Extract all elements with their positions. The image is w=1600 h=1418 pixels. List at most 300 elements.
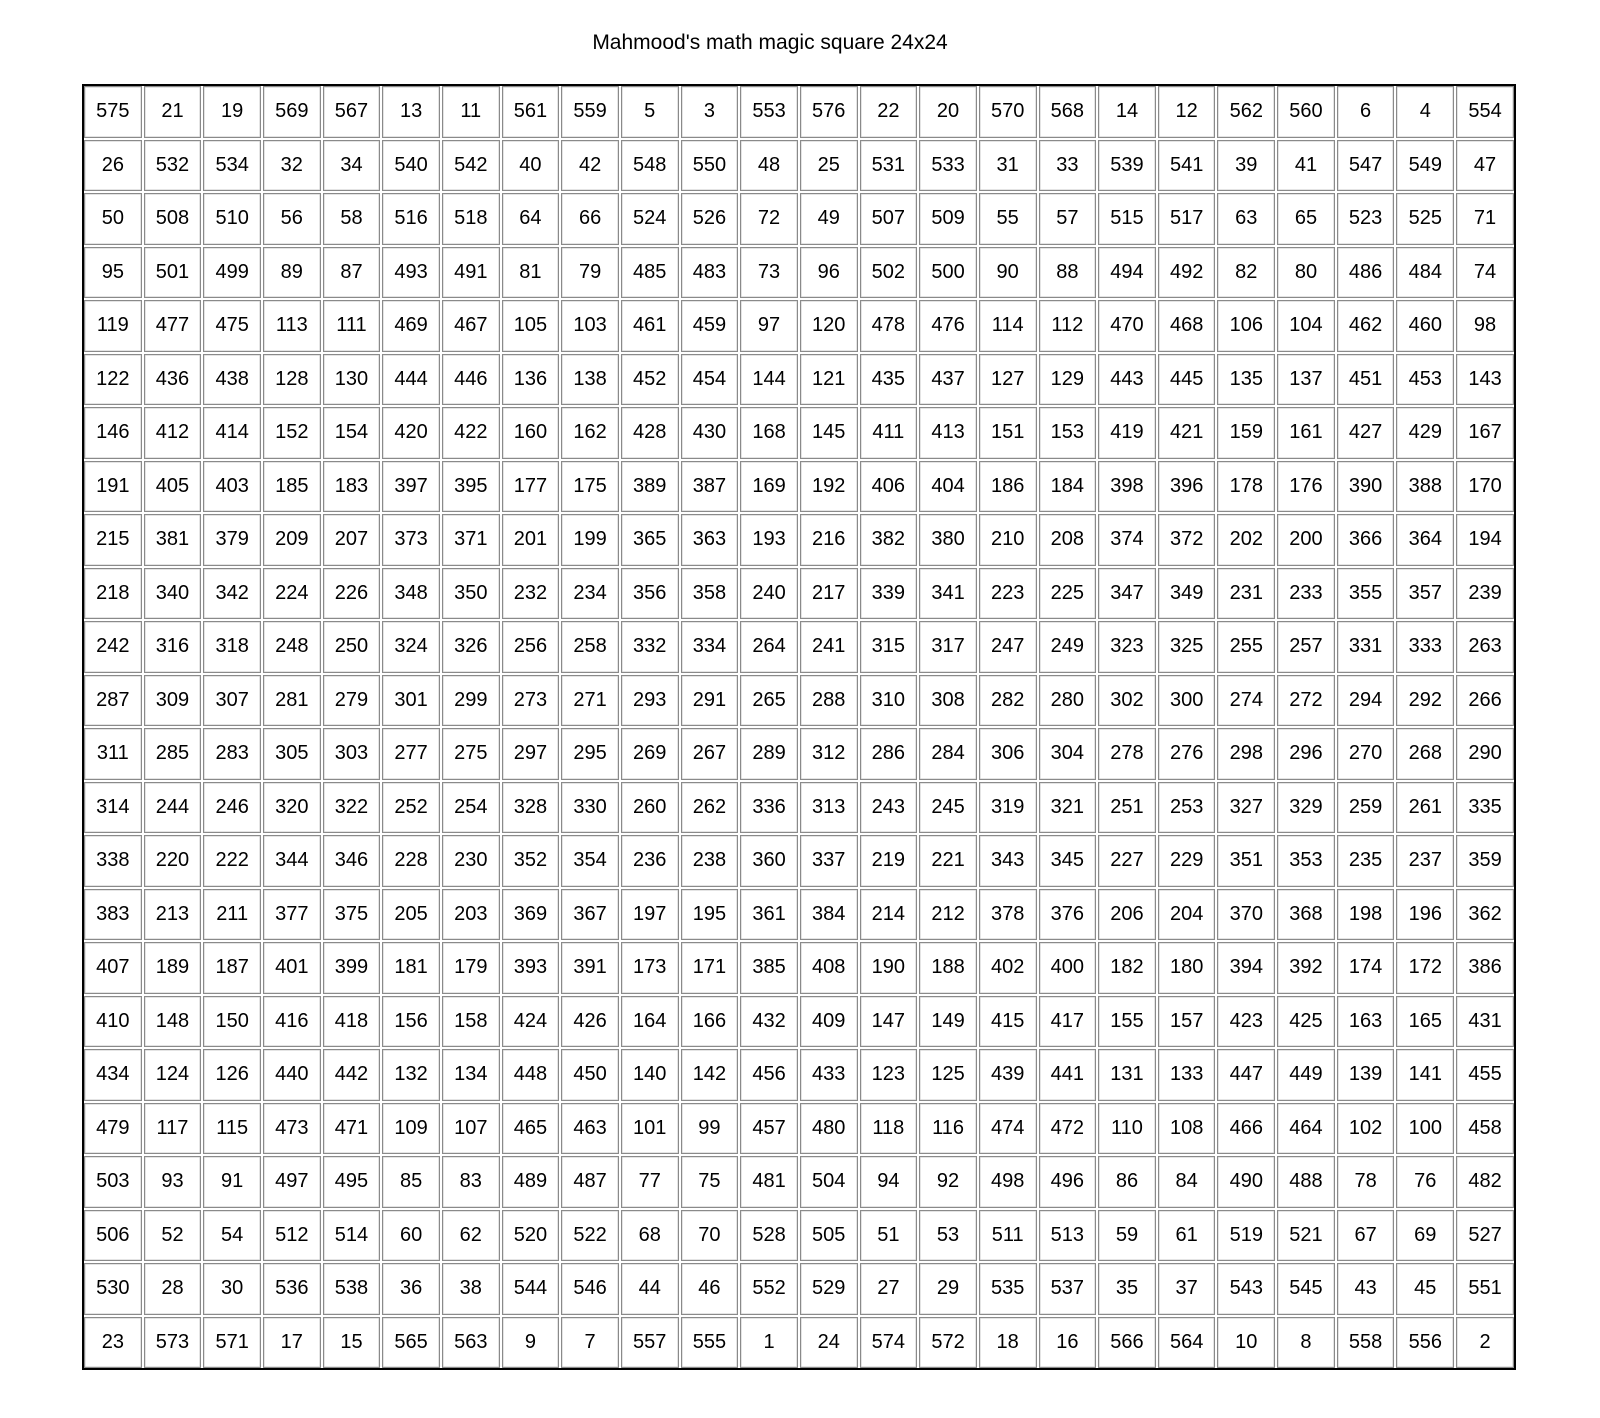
table-cell: 155 xyxy=(1098,996,1156,1048)
table-cell: 182 xyxy=(1098,942,1156,994)
table-cell: 431 xyxy=(1456,996,1514,1048)
table-cell: 290 xyxy=(1456,728,1514,780)
table-cell: 520 xyxy=(502,1210,560,1262)
table-cell: 547 xyxy=(1337,140,1395,192)
table-cell: 39 xyxy=(1217,140,1275,192)
table-cell: 307 xyxy=(203,675,261,727)
table-cell: 43 xyxy=(1337,1263,1395,1315)
table-cell: 432 xyxy=(740,996,798,1048)
table-cell: 122 xyxy=(84,354,142,406)
table-cell: 349 xyxy=(1158,568,1216,620)
table-cell: 205 xyxy=(382,889,440,941)
table-cell: 423 xyxy=(1217,996,1275,1048)
table-cell: 46 xyxy=(681,1263,739,1315)
table-cell: 497 xyxy=(263,1156,321,1208)
table-cell: 455 xyxy=(1456,1049,1514,1101)
table-cell: 2 xyxy=(1456,1317,1514,1369)
table-cell: 95 xyxy=(84,247,142,299)
table-cell: 160 xyxy=(502,407,560,459)
table-cell: 429 xyxy=(1396,407,1454,459)
table-cell: 549 xyxy=(1396,140,1454,192)
table-cell: 192 xyxy=(800,461,858,513)
table-cell: 243 xyxy=(860,782,918,834)
table-cell: 499 xyxy=(203,247,261,299)
table-cell: 30 xyxy=(203,1263,261,1315)
table-cell: 134 xyxy=(442,1049,500,1101)
table-cell: 311 xyxy=(84,728,142,780)
table-cell: 178 xyxy=(1217,461,1275,513)
table-cell: 206 xyxy=(1098,889,1156,941)
table-cell: 221 xyxy=(919,835,977,887)
table-cell: 522 xyxy=(561,1210,619,1262)
table-cell: 445 xyxy=(1158,354,1216,406)
table-cell: 504 xyxy=(800,1156,858,1208)
table-cell: 456 xyxy=(740,1049,798,1101)
table-cell: 356 xyxy=(621,568,679,620)
table-cell: 175 xyxy=(561,461,619,513)
table-cell: 1 xyxy=(740,1317,798,1369)
table-cell: 419 xyxy=(1098,407,1156,459)
table-cell: 296 xyxy=(1277,728,1335,780)
table-cell: 510 xyxy=(203,193,261,245)
table-cell: 404 xyxy=(919,461,977,513)
table-cell: 5 xyxy=(621,86,679,138)
table-cell: 27 xyxy=(860,1263,918,1315)
table-cell: 18 xyxy=(979,1317,1037,1369)
table-cell: 341 xyxy=(919,568,977,620)
table-cell: 145 xyxy=(800,407,858,459)
table-cell: 128 xyxy=(263,354,321,406)
table-cell: 40 xyxy=(502,140,560,192)
table-cell: 489 xyxy=(502,1156,560,1208)
table-row xyxy=(84,461,1514,513)
table-cell: 397 xyxy=(382,461,440,513)
table-cell: 466 xyxy=(1217,1103,1275,1155)
table-cell: 313 xyxy=(800,782,858,834)
table-cell: 502 xyxy=(860,247,918,299)
table-cell: 308 xyxy=(919,675,977,727)
table-cell: 123 xyxy=(860,1049,918,1101)
table-cell: 266 xyxy=(1456,675,1514,727)
table-cell: 242 xyxy=(84,621,142,673)
table-cell: 60 xyxy=(382,1210,440,1262)
table-cell: 380 xyxy=(919,514,977,566)
table-cell: 533 xyxy=(919,140,977,192)
table-cell: 16 xyxy=(1039,1317,1097,1369)
table-cell: 212 xyxy=(919,889,977,941)
table-cell: 35 xyxy=(1098,1263,1156,1315)
table-cell: 51 xyxy=(860,1210,918,1262)
table-cell: 20 xyxy=(919,86,977,138)
table-cell: 147 xyxy=(860,996,918,1048)
table-cell: 503 xyxy=(84,1156,142,1208)
table-cell: 428 xyxy=(621,407,679,459)
table-cell: 343 xyxy=(979,835,1037,887)
table-cell: 138 xyxy=(561,354,619,406)
table-cell: 377 xyxy=(263,889,321,941)
table-cell: 322 xyxy=(323,782,381,834)
table-cell: 475 xyxy=(203,300,261,352)
table-cell: 457 xyxy=(740,1103,798,1155)
table-row xyxy=(84,514,1514,566)
table-cell: 285 xyxy=(144,728,202,780)
table-cell: 529 xyxy=(800,1263,858,1315)
table-cell: 265 xyxy=(740,675,798,727)
table-cell: 458 xyxy=(1456,1103,1514,1155)
table-cell: 562 xyxy=(1217,86,1275,138)
table-cell: 236 xyxy=(621,835,679,887)
table-cell: 414 xyxy=(203,407,261,459)
table-cell: 330 xyxy=(561,782,619,834)
table-cell: 328 xyxy=(502,782,560,834)
table-cell: 209 xyxy=(263,514,321,566)
table-cell: 434 xyxy=(84,1049,142,1101)
table-cell: 309 xyxy=(144,675,202,727)
table-cell: 553 xyxy=(740,86,798,138)
table-cell: 171 xyxy=(681,942,739,994)
table-cell: 186 xyxy=(979,461,1037,513)
table-cell: 321 xyxy=(1039,782,1097,834)
table-cell: 298 xyxy=(1217,728,1275,780)
table-cell: 476 xyxy=(919,300,977,352)
table-cell: 50 xyxy=(84,193,142,245)
table-cell: 99 xyxy=(681,1103,739,1155)
table-cell: 409 xyxy=(800,996,858,1048)
table-cell: 172 xyxy=(1396,942,1454,994)
table-cell: 161 xyxy=(1277,407,1335,459)
table-cell: 507 xyxy=(860,193,918,245)
table-cell: 439 xyxy=(979,1049,1037,1101)
table-cell: 531 xyxy=(860,140,918,192)
table-cell: 129 xyxy=(1039,354,1097,406)
table-cell: 135 xyxy=(1217,354,1275,406)
table-cell: 117 xyxy=(144,1103,202,1155)
table-cell: 244 xyxy=(144,782,202,834)
table-cell: 563 xyxy=(442,1317,500,1369)
table-cell: 441 xyxy=(1039,1049,1097,1101)
table-cell: 289 xyxy=(740,728,798,780)
table-cell: 152 xyxy=(263,407,321,459)
table-cell: 210 xyxy=(979,514,1037,566)
table-cell: 373 xyxy=(382,514,440,566)
table-cell: 299 xyxy=(442,675,500,727)
table-cell: 275 xyxy=(442,728,500,780)
table-cell: 339 xyxy=(860,568,918,620)
table-cell: 288 xyxy=(800,675,858,727)
table-cell: 323 xyxy=(1098,621,1156,673)
table-cell: 464 xyxy=(1277,1103,1335,1155)
table-cell: 256 xyxy=(502,621,560,673)
table-cell: 65 xyxy=(1277,193,1335,245)
table-cell: 539 xyxy=(1098,140,1156,192)
table-cell: 202 xyxy=(1217,514,1275,566)
table-cell: 193 xyxy=(740,514,798,566)
table-cell: 393 xyxy=(502,942,560,994)
magic-square-table xyxy=(82,84,1516,1370)
table-row xyxy=(84,1049,1514,1101)
table-cell: 148 xyxy=(144,996,202,1048)
table-cell: 552 xyxy=(740,1263,798,1315)
table-cell: 273 xyxy=(502,675,560,727)
table-cell: 102 xyxy=(1337,1103,1395,1155)
table-row xyxy=(84,1103,1514,1155)
table-cell: 557 xyxy=(621,1317,679,1369)
table-row xyxy=(84,728,1514,780)
table-cell: 284 xyxy=(919,728,977,780)
table-cell: 111 xyxy=(323,300,381,352)
table-cell: 513 xyxy=(1039,1210,1097,1262)
table-cell: 360 xyxy=(740,835,798,887)
table-cell: 478 xyxy=(860,300,918,352)
table-cell: 334 xyxy=(681,621,739,673)
table-cell: 6 xyxy=(1337,86,1395,138)
table-cell: 306 xyxy=(979,728,1037,780)
table-cell: 200 xyxy=(1277,514,1335,566)
table-cell: 291 xyxy=(681,675,739,727)
table-cell: 369 xyxy=(502,889,560,941)
table-row xyxy=(84,621,1514,673)
table-cell: 548 xyxy=(621,140,679,192)
table-cell: 426 xyxy=(561,996,619,1048)
table-cell: 516 xyxy=(382,193,440,245)
table-cell: 208 xyxy=(1039,514,1097,566)
table-cell: 241 xyxy=(800,621,858,673)
table-cell: 79 xyxy=(561,247,619,299)
table-cell: 33 xyxy=(1039,140,1097,192)
table-cell: 218 xyxy=(84,568,142,620)
table-cell: 260 xyxy=(621,782,679,834)
table-cell: 359 xyxy=(1456,835,1514,887)
table-cell: 572 xyxy=(919,1317,977,1369)
table-cell: 25 xyxy=(800,140,858,192)
table-cell: 105 xyxy=(502,300,560,352)
table-cell: 108 xyxy=(1158,1103,1216,1155)
table-cell: 493 xyxy=(382,247,440,299)
table-cell: 268 xyxy=(1396,728,1454,780)
table-cell: 203 xyxy=(442,889,500,941)
table-cell: 316 xyxy=(144,621,202,673)
table-cell: 337 xyxy=(800,835,858,887)
table-cell: 473 xyxy=(263,1103,321,1155)
table-cell: 90 xyxy=(979,247,1037,299)
table-cell: 189 xyxy=(144,942,202,994)
table-cell: 558 xyxy=(1337,1317,1395,1369)
table-cell: 374 xyxy=(1098,514,1156,566)
table-cell: 188 xyxy=(919,942,977,994)
table-cell: 246 xyxy=(203,782,261,834)
table-cell: 23 xyxy=(84,1317,142,1369)
table-cell: 406 xyxy=(860,461,918,513)
table-cell: 297 xyxy=(502,728,560,780)
table-cell: 447 xyxy=(1217,1049,1275,1101)
table-cell: 240 xyxy=(740,568,798,620)
table-cell: 201 xyxy=(502,514,560,566)
table-cell: 559 xyxy=(561,86,619,138)
table-cell: 24 xyxy=(800,1317,858,1369)
table-cell: 332 xyxy=(621,621,679,673)
table-cell: 354 xyxy=(561,835,619,887)
table-cell: 470 xyxy=(1098,300,1156,352)
table-cell: 532 xyxy=(144,140,202,192)
table-cell: 136 xyxy=(502,354,560,406)
table-cell: 287 xyxy=(84,675,142,727)
table-cell: 364 xyxy=(1396,514,1454,566)
table-cell: 491 xyxy=(442,247,500,299)
table-cell: 3 xyxy=(681,86,739,138)
table-cell: 88 xyxy=(1039,247,1097,299)
table-cell: 144 xyxy=(740,354,798,406)
table-cell: 436 xyxy=(144,354,202,406)
table-cell: 452 xyxy=(621,354,679,406)
table-cell: 169 xyxy=(740,461,798,513)
table-cell: 32 xyxy=(263,140,321,192)
table-cell: 101 xyxy=(621,1103,679,1155)
table-cell: 116 xyxy=(919,1103,977,1155)
table-cell: 12 xyxy=(1158,86,1216,138)
table-cell: 146 xyxy=(84,407,142,459)
table-cell: 63 xyxy=(1217,193,1275,245)
table-cell: 561 xyxy=(502,86,560,138)
table-cell: 462 xyxy=(1337,300,1395,352)
table-cell: 196 xyxy=(1396,889,1454,941)
table-cell: 315 xyxy=(860,621,918,673)
table-row xyxy=(84,996,1514,1048)
table-cell: 54 xyxy=(203,1210,261,1262)
table-cell: 107 xyxy=(442,1103,500,1155)
table-cell: 4 xyxy=(1396,86,1454,138)
table-cell: 488 xyxy=(1277,1156,1335,1208)
table-cell: 106 xyxy=(1217,300,1275,352)
table-cell: 141 xyxy=(1396,1049,1454,1101)
table-cell: 100 xyxy=(1396,1103,1454,1155)
table-cell: 363 xyxy=(681,514,739,566)
table-row xyxy=(84,140,1514,192)
table-cell: 185 xyxy=(263,461,321,513)
table-cell: 450 xyxy=(561,1049,619,1101)
table-cell: 238 xyxy=(681,835,739,887)
table-cell: 83 xyxy=(442,1156,500,1208)
table-cell: 44 xyxy=(621,1263,679,1315)
table-cell: 271 xyxy=(561,675,619,727)
table-cell: 232 xyxy=(502,568,560,620)
table-cell: 365 xyxy=(621,514,679,566)
table-cell: 487 xyxy=(561,1156,619,1208)
table-cell: 286 xyxy=(860,728,918,780)
table-cell: 568 xyxy=(1039,86,1097,138)
table-cell: 153 xyxy=(1039,407,1097,459)
table-cell: 110 xyxy=(1098,1103,1156,1155)
table-cell: 421 xyxy=(1158,407,1216,459)
table-cell: 545 xyxy=(1277,1263,1335,1315)
table-cell: 366 xyxy=(1337,514,1395,566)
table-cell: 422 xyxy=(442,407,500,459)
table-cell: 173 xyxy=(621,942,679,994)
table-row xyxy=(84,568,1514,620)
table-cell: 269 xyxy=(621,728,679,780)
table-cell: 394 xyxy=(1217,942,1275,994)
table-cell: 355 xyxy=(1337,568,1395,620)
table-cell: 292 xyxy=(1396,675,1454,727)
table-cell: 235 xyxy=(1337,835,1395,887)
table-cell: 348 xyxy=(382,568,440,620)
table-cell: 219 xyxy=(860,835,918,887)
table-cell: 156 xyxy=(382,996,440,1048)
table-cell: 338 xyxy=(84,835,142,887)
table-cell: 166 xyxy=(681,996,739,1048)
table-cell: 7 xyxy=(561,1317,619,1369)
table-cell: 280 xyxy=(1039,675,1097,727)
table-cell: 94 xyxy=(860,1156,918,1208)
table-cell: 506 xyxy=(84,1210,142,1262)
table-cell: 49 xyxy=(800,193,858,245)
table-cell: 97 xyxy=(740,300,798,352)
table-cell: 519 xyxy=(1217,1210,1275,1262)
table-cell: 80 xyxy=(1277,247,1335,299)
table-cell: 216 xyxy=(800,514,858,566)
table-cell: 565 xyxy=(382,1317,440,1369)
table-cell: 259 xyxy=(1337,782,1395,834)
table-cell: 537 xyxy=(1039,1263,1097,1315)
table-row xyxy=(84,835,1514,887)
table-cell: 130 xyxy=(323,354,381,406)
table-cell: 17 xyxy=(263,1317,321,1369)
table-cell: 295 xyxy=(561,728,619,780)
table-cell: 443 xyxy=(1098,354,1156,406)
table-cell: 317 xyxy=(919,621,977,673)
table-cell: 325 xyxy=(1158,621,1216,673)
table-cell: 53 xyxy=(919,1210,977,1262)
table-cell: 303 xyxy=(323,728,381,780)
table-cell: 72 xyxy=(740,193,798,245)
table-cell: 485 xyxy=(621,247,679,299)
table-cell: 71 xyxy=(1456,193,1514,245)
table-cell: 45 xyxy=(1396,1263,1454,1315)
table-cell: 8 xyxy=(1277,1317,1335,1369)
table-cell: 84 xyxy=(1158,1156,1216,1208)
table-cell: 91 xyxy=(203,1156,261,1208)
table-cell: 416 xyxy=(263,996,321,1048)
table-cell: 368 xyxy=(1277,889,1335,941)
table-row xyxy=(84,782,1514,834)
table-cell: 267 xyxy=(681,728,739,780)
table-cell: 254 xyxy=(442,782,500,834)
table-cell: 420 xyxy=(382,407,440,459)
table-cell: 191 xyxy=(84,461,142,513)
table-cell: 151 xyxy=(979,407,1037,459)
table-cell: 509 xyxy=(919,193,977,245)
table-cell: 535 xyxy=(979,1263,1037,1315)
table-cell: 87 xyxy=(323,247,381,299)
table-cell: 433 xyxy=(800,1049,858,1101)
table-cell: 530 xyxy=(84,1263,142,1315)
page-title: Mahmood's math magic square 24x24 xyxy=(592,31,948,54)
table-cell: 327 xyxy=(1217,782,1275,834)
table-cell: 444 xyxy=(382,354,440,406)
table-cell: 85 xyxy=(382,1156,440,1208)
table-cell: 417 xyxy=(1039,996,1097,1048)
table-cell: 277 xyxy=(382,728,440,780)
table-cell: 81 xyxy=(502,247,560,299)
table-cell: 344 xyxy=(263,835,321,887)
table-cell: 514 xyxy=(323,1210,381,1262)
table-cell: 143 xyxy=(1456,354,1514,406)
table-cell: 163 xyxy=(1337,996,1395,1048)
table-cell: 31 xyxy=(979,140,1037,192)
table-cell: 159 xyxy=(1217,407,1275,459)
table-cell: 66 xyxy=(561,193,619,245)
table-cell: 96 xyxy=(800,247,858,299)
table-cell: 403 xyxy=(203,461,261,513)
